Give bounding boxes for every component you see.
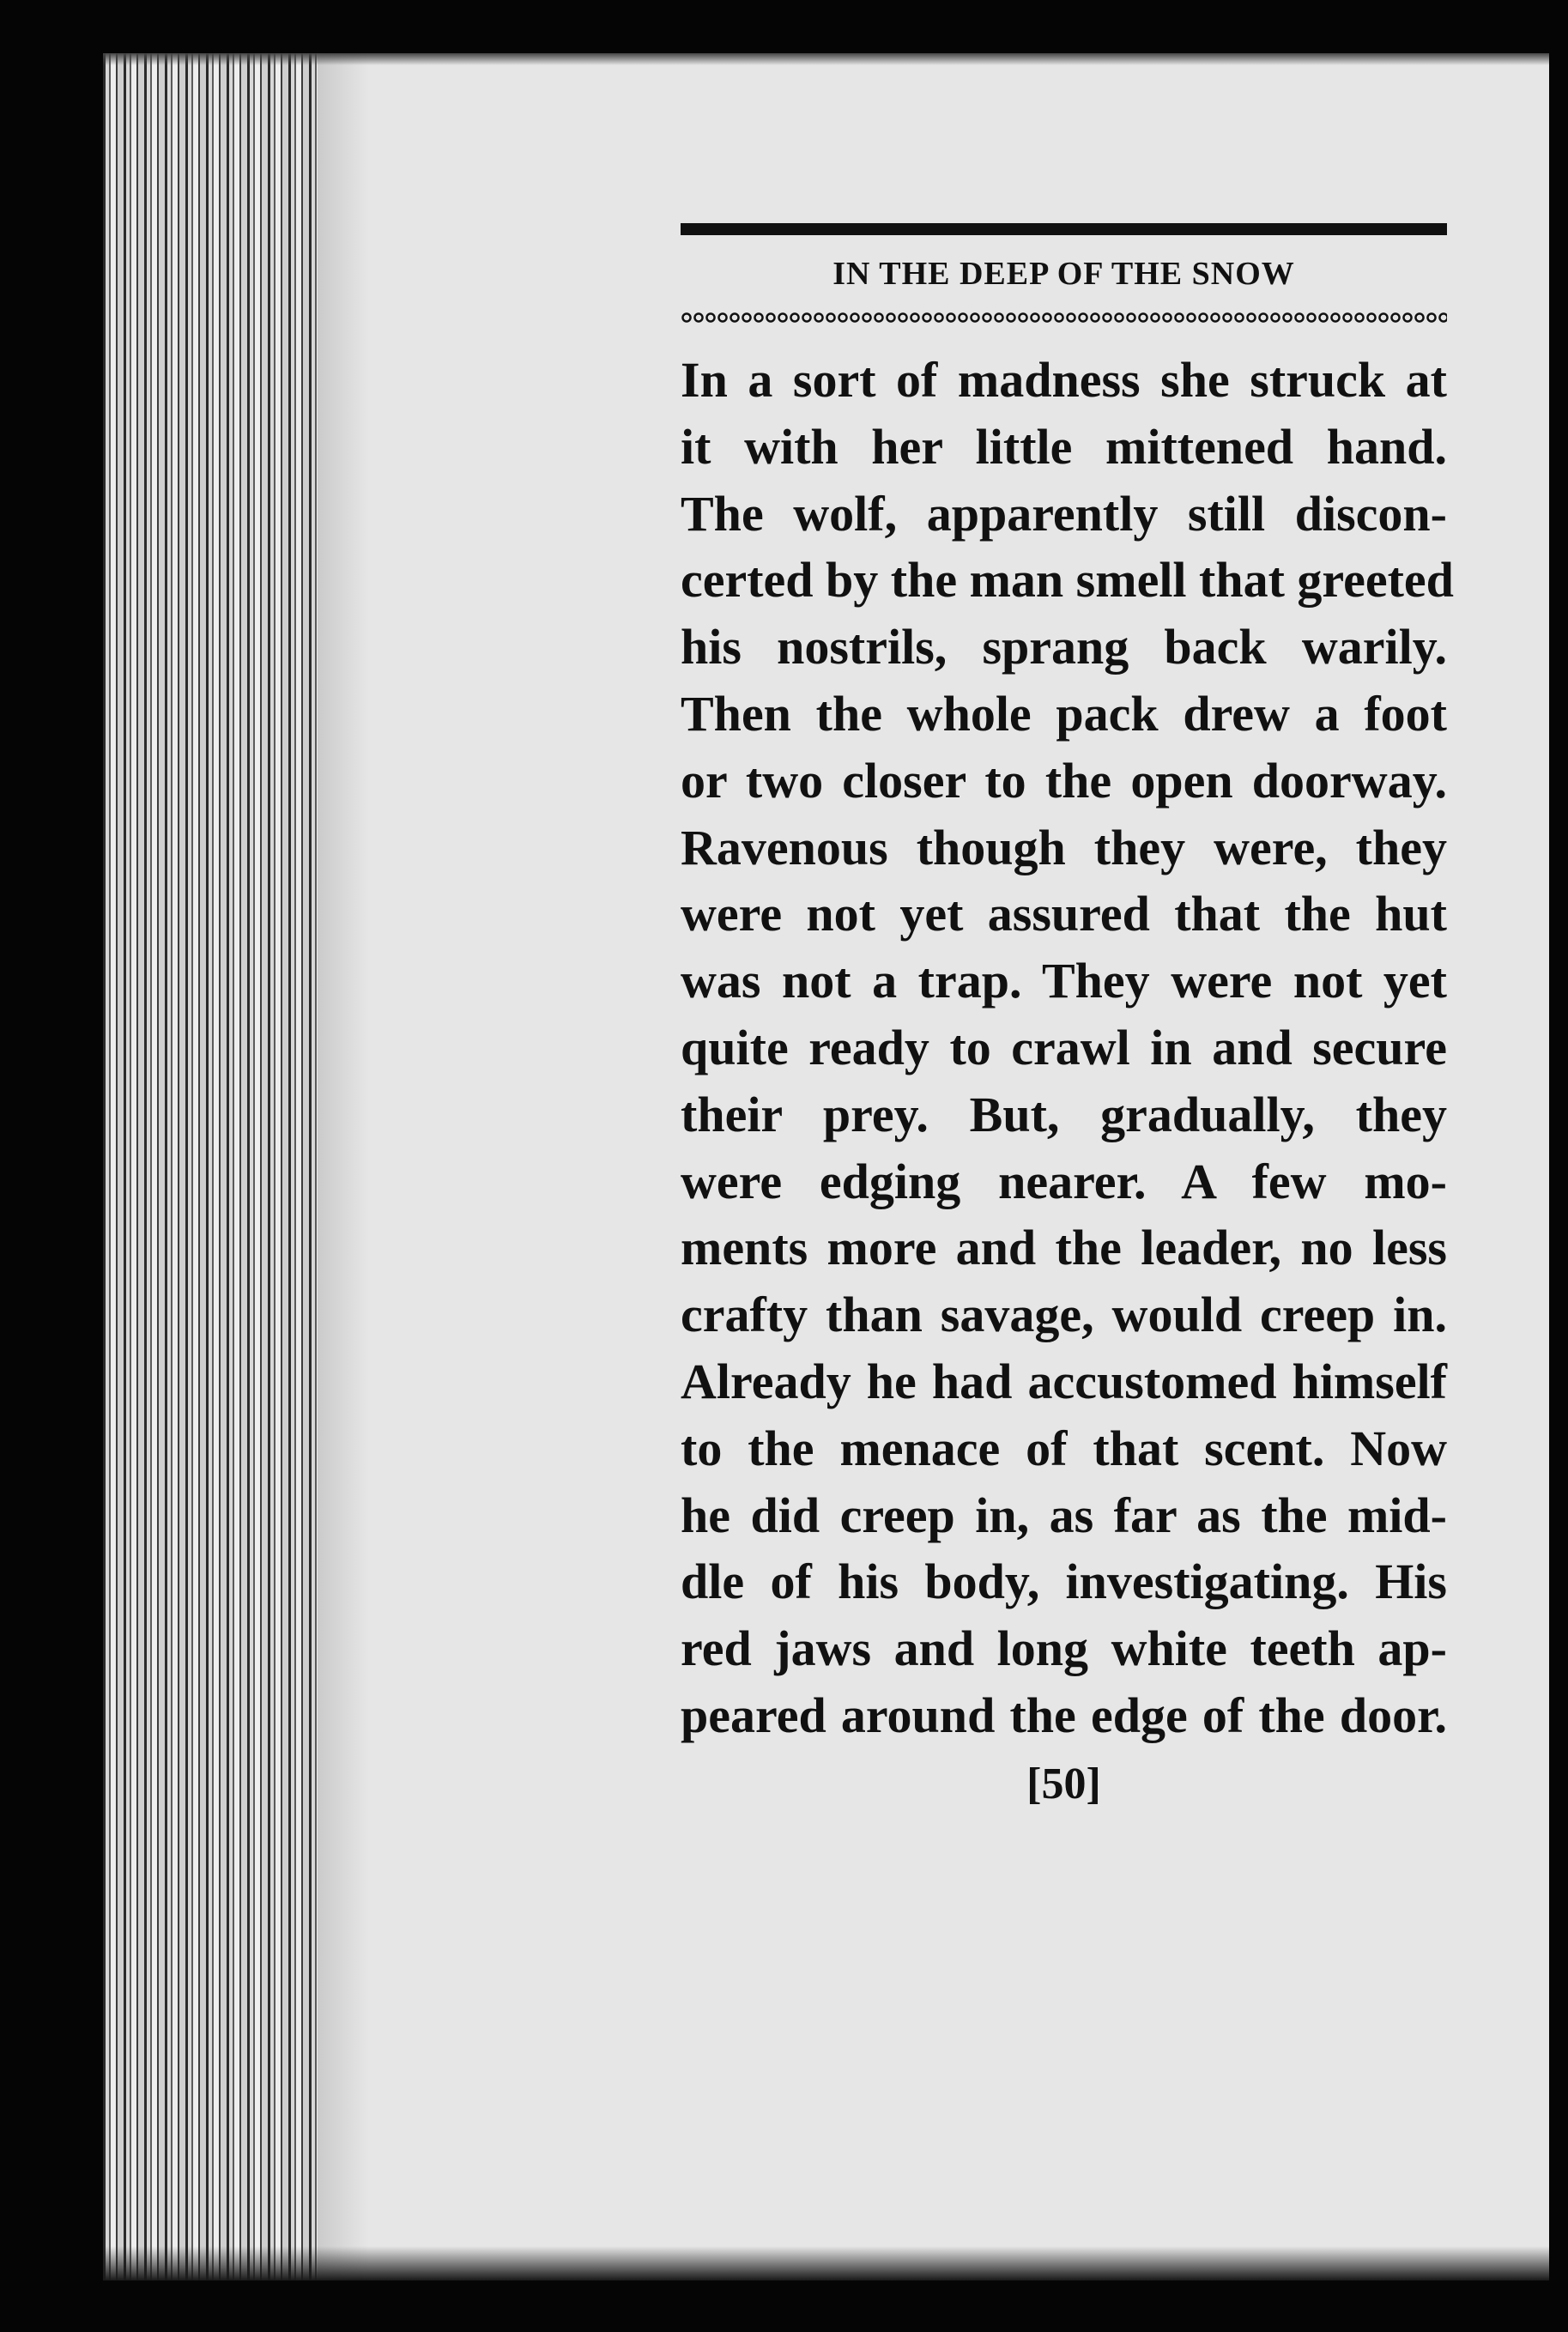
text-line: he did creep in, as far as the mid-	[681, 1487, 1447, 1543]
text-line: Ravenous though they were, they	[681, 819, 1447, 875]
head-rule	[681, 223, 1447, 235]
text-line: red jaws and long white teeth ap-	[681, 1620, 1447, 1677]
text-line: crafty than savage, would creep in.	[681, 1287, 1447, 1343]
text-line: it with her little mittened hand.	[681, 418, 1447, 475]
text-line: Already he had accustomed himself	[681, 1353, 1447, 1409]
ornamental-rule	[681, 312, 1447, 323]
text-line: were edging nearer. A few mo-	[681, 1153, 1447, 1209]
text-line: his nostrils, sprang back warily.	[681, 619, 1447, 675]
text-line: was not a trap. They were not yet	[681, 953, 1447, 1009]
text-line: to the menace of that scent. Now	[681, 1420, 1447, 1476]
bottom-shadow	[103, 2246, 1549, 2281]
text-line: certed by the man smell that greeted	[681, 552, 1454, 609]
text-line: peared around the edge of the door.	[681, 1687, 1447, 1743]
book-page	[103, 53, 1549, 2281]
top-shadow	[103, 53, 1549, 65]
text-line: their prey. But, gradually, they	[681, 1086, 1447, 1142]
page-number: [50]	[1026, 1759, 1101, 1808]
text-line: ments more and the leader, no less	[681, 1220, 1447, 1276]
running-head: IN THE DEEP OF THE SNOW	[832, 256, 1295, 292]
text-line: In a sort of madness she struck at	[681, 352, 1447, 408]
text-line: or two closer to the open doorway.	[681, 752, 1447, 809]
text-line: Then the whole pack drew a foot	[681, 685, 1447, 742]
text-line: were not yet assured that the hut	[681, 886, 1447, 942]
body-text	[681, 347, 1454, 1749]
text-line: The wolf, apparently still discon-	[681, 485, 1447, 542]
text-line: quite ready to crawl in and secure	[681, 1019, 1447, 1075]
page-edge-stack	[103, 53, 318, 2281]
text-line: dle of his body, investigating. His	[681, 1554, 1447, 1610]
text-column	[681, 223, 1549, 1811]
